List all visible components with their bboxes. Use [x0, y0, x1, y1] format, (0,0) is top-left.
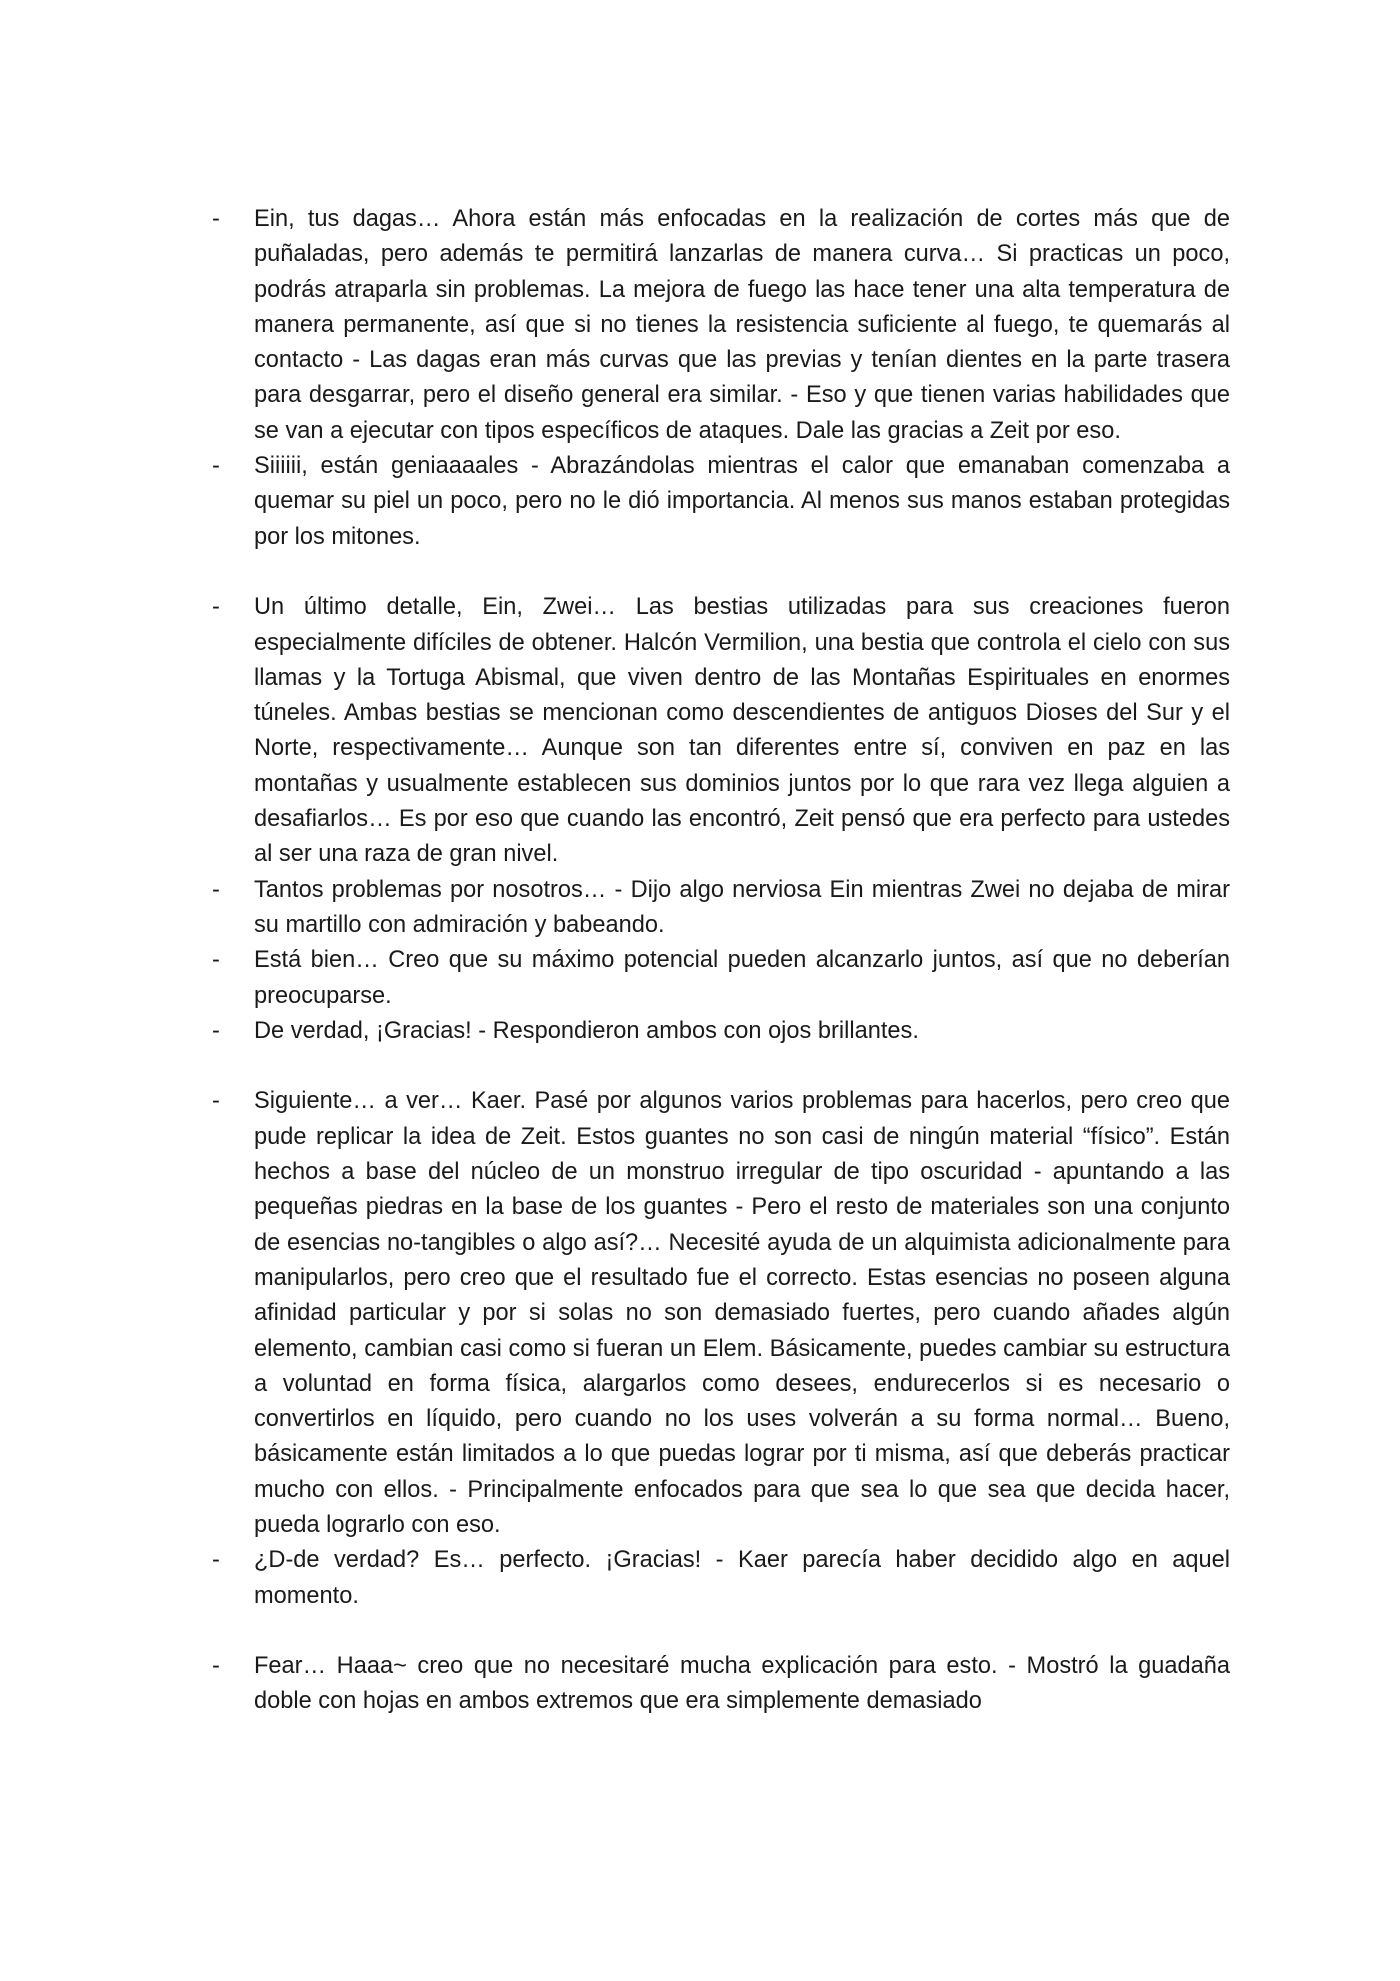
dialogue-line: [212, 202, 1230, 449]
dialogue-line: [212, 873, 1230, 944]
dialogue-line: [212, 590, 1230, 872]
dialogue-text: Un último detalle, Ein, Zwei… Las bestias utilizadas para sus creaciones fueron especialmente difíciles de obtener. Halcón Vermilion, una bestia que controla el cielo con sus llamas y la Tortuga Abismal, que viven dentro de las Montañas Espirituales en enormes túneles. Ambas bestias se mencionan como descendientes de antiguos Dioses del Sur y el Norte, respectivamente… Aunque son tan diferentes entre sí, conviven en paz en las montañas y usualmente establecen sus dominios juntos por lo que rara vez llega alguien a desafiarlos… Es por eso que cuando las encontró, Zeit pensó que era perfecto para ustedes al ser una raza de gran nivel.: [254, 594, 1230, 868]
dialogue-text: Fear… Haaa~ creo que no necesitaré mucha explicación para esto. - Mostró la guadaña doble con hojas en ambos extremos que era simplemente demasiado: [254, 1653, 1230, 1715]
dialogue-dash: -: [212, 1088, 220, 1115]
dialogue-dash: -: [212, 1653, 220, 1680]
dialogue-text: ¿D-de verdad? Es… perfecto. ¡Gracias! - Kaer parecía haber decidido algo en aquel momento.: [254, 1547, 1230, 1609]
dialogue-text: Ein, tus dagas… Ahora están más enfocadas en la realización de cortes más que de puñaladas, pero además te permitirá lanzarlas de manera curva… Si practicas un poco, podrás atraparla sin problemas. La mejora de fuego las hace tener una alta temperatura de manera permanente, así que si no tienes la resistencia suficiente al fuego, te quemarás al contacto - Las dagas eran más curvas que las previas y tenían dientes en la parte trasera para desgarrar, pero el diseño general era similar. - Eso y que tienen varias habilidades que se van a ejecutar con tipos específicos de ataques. Dale las gracias a Zeit por eso.: [254, 206, 1230, 444]
dialogue-dash: -: [212, 876, 220, 903]
dialogue-dash: -: [212, 206, 220, 232]
dialogue-text: De verdad, ¡Gracias! - Respondieron ambos con ojos brillantes.: [254, 1017, 919, 1044]
dialogue-line: [212, 1543, 1230, 1614]
dialogue-dash: -: [212, 1017, 220, 1044]
dialogue-text: Siguiente… a ver… Kaer. Pasé por algunos varios problemas para hacerlos, pero creo que pude replicar la idea de Zeit. Estos guantes no son casi de ningún material “físico”. Están hechos a base del núcleo de un monstruo irregular de tipo oscuridad - apuntando a las pequeñas piedras en la base de los guantes - Pero el resto de materiales son una conjunto de esencias no-tangibles o algo así?… Necesité ayuda de un alquimista adicionalmente para manipularlos, pero creo que el resultado fue el correcto. Estas esencias no poseen alguna afinidad particular y por si solas no son demasiado fuertes, pero cuando añades algún elemento, cambian casi como si fueran un Elem. Básicamente, puedes cambiar su estructura a voluntad en forma física, alargarlos como desees, endurecerlos si es necesario o convertirlos en líquido, pero cuando no los uses volverán a su forma normal… Bueno, básicamente están limitados a lo que puedas lograr por ti misma, así que deberás practicar mucho con ellos. - Principalmente enfocados para que sea lo que sea que decida hacer, pueda lograrlo con eso.: [254, 1088, 1230, 1538]
dialogue-dash: -: [212, 594, 220, 621]
dialogue-text: Está bien… Creo que su máximo potencial pueden alcanzarlo juntos, así que no deberían preocuparse.: [254, 947, 1230, 1009]
dialogue-dash: -: [212, 947, 220, 974]
dialogue-line: [212, 1084, 1230, 1543]
dialogue-text: Siiiiii, están geniaaaales - Abrazándolas mientras el calor que emanaban comenzaba a quemar su piel un poco, pero no le dió importancia. Al menos sus manos estaban protegidas por los mitones.: [254, 453, 1230, 550]
dialogue-dash: -: [212, 453, 220, 480]
dialogue-text: Tantos problemas por nosotros… - Dijo algo nerviosa Ein mientras Zwei no dejaba de mirar su martillo con admiración y babeando.: [254, 876, 1230, 938]
dialogue-line: [212, 1649, 1230, 1720]
dialogue-line: [212, 449, 1230, 555]
dialogue-line: [212, 943, 1230, 1014]
dialogue-line: [212, 1014, 1230, 1049]
dialogue-dash: -: [212, 1547, 220, 1574]
document-body: [212, 202, 1230, 1720]
